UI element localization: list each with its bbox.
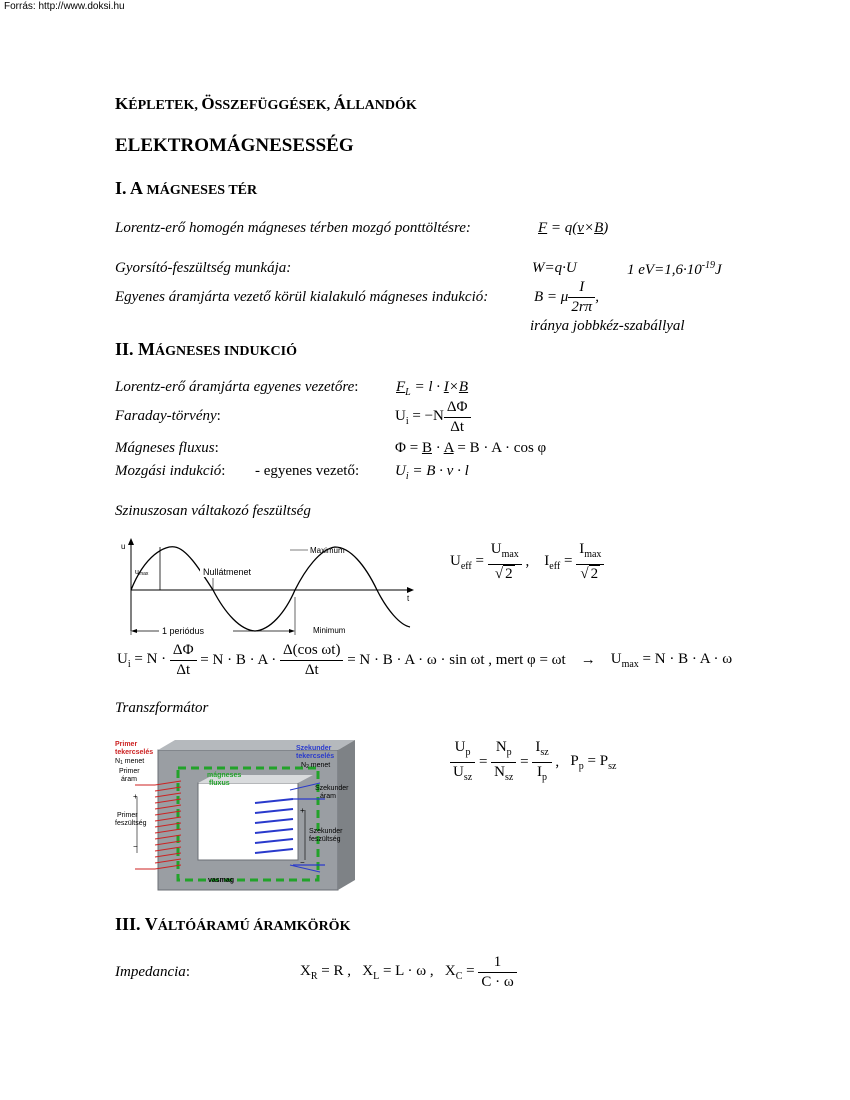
svg-text:áram: áram bbox=[320, 793, 336, 800]
page-heading: KÉPLETEK, ÖSSZEFÜGGÉSEK, ÁLLANDÓK bbox=[115, 94, 417, 113]
transformer-diagram bbox=[115, 735, 355, 900]
svg-text:fluxus: fluxus bbox=[209, 780, 230, 787]
svg-text:tekercselés: tekercselés bbox=[296, 753, 335, 760]
egyenes-formula: B = μ $\frac{I}{2r\pi}$ , bbox=[534, 279, 599, 315]
section-1-title: I. A MÁGNESES TÉR bbox=[115, 178, 258, 198]
sinus-title: Szinuszosan váltakozó feszültség bbox=[115, 503, 311, 519]
minimum-label: Minimum bbox=[313, 626, 346, 635]
core-label: vasmag bbox=[208, 877, 235, 884]
transformer-title: Transzformátor bbox=[115, 700, 209, 716]
umax-label: umax bbox=[135, 569, 149, 577]
sine-wave-diagram bbox=[115, 535, 415, 640]
svg-text:tekercselés: tekercselés bbox=[115, 749, 154, 756]
secondary-voltage-label: Szekunder bbox=[309, 828, 343, 835]
svg-text:−: − bbox=[300, 858, 305, 867]
section-2-title: II. MÁGNESES INDUKCIÓ bbox=[115, 339, 297, 359]
svg-text:feszültség: feszültség bbox=[115, 820, 147, 827]
flux-label: mágneses bbox=[207, 772, 242, 779]
primer-current-label: Primer bbox=[119, 768, 140, 775]
mozgasi-label: Mozgási indukció: bbox=[115, 463, 226, 479]
egyenes-label: Egyenes áramjárta vezető körül kialakuló mágneses indukció: bbox=[115, 289, 489, 305]
lorentz-point-label: Lorentz-erő homogén mágneses térben mozgó ponttöltésre: bbox=[115, 220, 471, 236]
source-note: Forrás: http://www.doksi.hu bbox=[4, 1, 125, 12]
impedance-formula: $X_R = R$ , $X_L = L \cdot \omega$ , $X_C$ = $\frac{1}{C \cdot \omega}$ bbox=[300, 953, 517, 992]
n2-turns-label: N2 menet bbox=[301, 762, 331, 770]
section-3-title: III. VÁLTÓÁRAMÚ ÁRAMKÖRÖK bbox=[115, 914, 351, 934]
svg-text:+: + bbox=[133, 792, 138, 801]
svg-text:áram: áram bbox=[121, 776, 137, 783]
egyenes-direction: iránya jobbkéz-szabállyal bbox=[530, 318, 685, 334]
lorentz-wire-formula: $F_L = l \cdot I\times B$ bbox=[396, 379, 469, 398]
electronvolt-value: 1 $eV=1,6\cdot 10^{-19}J$ bbox=[627, 260, 722, 278]
flux-label: Mágneses fluxus: bbox=[115, 440, 219, 456]
flux-formula: Φ = B · A = B · A · cos φ bbox=[395, 440, 547, 456]
primer-voltage-label: Primer bbox=[117, 812, 138, 819]
svg-text:−: − bbox=[133, 842, 138, 851]
effective-values-formula: $U_{eff}$ = $\frac{U_{max}}{√ 2}$ , $I_{eff}$ = $\frac{I_{max}}{√ 2}$ bbox=[450, 540, 604, 584]
gyorsito-formula: W=q·U bbox=[532, 260, 577, 276]
faraday-formula: $U_i = -N$ $\frac{\Delta\Phi}{\Delta t}$ bbox=[395, 398, 471, 437]
maximum-label: Maximum bbox=[310, 546, 345, 555]
t-axis-label: t bbox=[407, 594, 410, 603]
page-title: ELEKTROMÁGNESESSÉG bbox=[115, 135, 354, 156]
primer-coil-label: Primer bbox=[115, 741, 138, 748]
gyorsito-label: Gyorsító-feszültség munkája: bbox=[115, 260, 292, 276]
secondary-coil-label: Szekunder bbox=[296, 745, 332, 752]
svg-text:feszültség: feszültség bbox=[309, 836, 341, 843]
lorentz-wire-label: Lorentz-erő áramjárta egyenes vezetőre: bbox=[115, 379, 359, 395]
n1-turns-label: N1 menet bbox=[115, 758, 145, 766]
u-axis-label: u bbox=[121, 542, 126, 551]
period-label: 1 periódus bbox=[162, 626, 205, 636]
svg-text:+: + bbox=[300, 806, 305, 815]
induction-equation: $U_i = N$ · $\frac{\Delta\Phi}{\Delta t}$ = N · B · A · $\frac{\text{Δ(cos ωt)}}{\Delta t}$ = N · B · A · ω · sin ωt , mert φ = ωt → $U_{max} = N \cdot B \cdot A \cdot \omega$ bbox=[117, 642, 733, 678]
mozgasi-formula: $U_i = B \cdot v \cdot l$ bbox=[395, 463, 469, 482]
impedance-label: Impedancia: bbox=[115, 964, 190, 980]
mozgasi-sublabel: - egyenes vezető: bbox=[255, 463, 360, 479]
secondary-current-label: Szekunder bbox=[315, 785, 349, 792]
faraday-label: Faraday-törvény: bbox=[115, 408, 221, 424]
lorentz-point-formula: F = q(v×B) bbox=[538, 220, 609, 236]
transformer-formula: $\frac{U_p}{U_{sz}}$ = $\frac{N_p}{N_{sz}}$ = $\frac{I_{sz}}{I_p}$ , $P_p = P_{sz}$ bbox=[450, 738, 616, 787]
zero-crossing-label: Nullátmenet bbox=[203, 567, 252, 577]
